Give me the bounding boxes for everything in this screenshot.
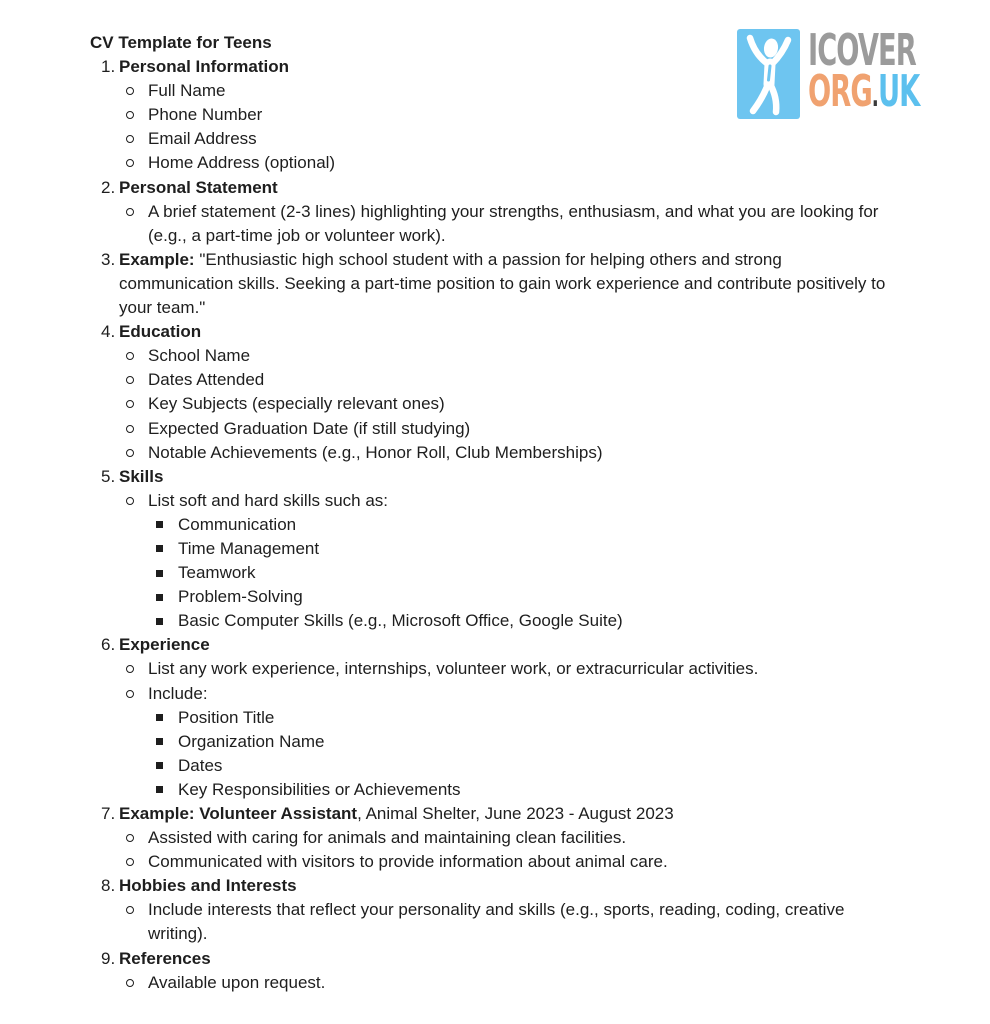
list-item-numbered xyxy=(90,874,890,898)
item-text: Key Responsibilities or Achievements xyxy=(178,779,461,799)
item-text: Problem-Solving xyxy=(178,587,303,607)
item-text: Example: Volunteer Assistant, Animal Shelter, June 2023 - August 2023 xyxy=(119,804,674,823)
square-bullet-icon xyxy=(156,778,178,802)
list-item-bullet xyxy=(90,368,890,392)
list-item-numbered xyxy=(90,320,890,344)
circle-bullet-icon xyxy=(126,368,148,392)
item-text: Full Name xyxy=(148,81,226,101)
person-celebrating-icon xyxy=(737,29,800,119)
item-number: 1. xyxy=(101,57,116,77)
item-number: 4. xyxy=(101,322,116,342)
list-item-subbullet xyxy=(90,778,890,802)
logo-text-icover: ICOVER xyxy=(808,25,916,76)
list-item-numbered xyxy=(90,802,890,826)
item-text: A brief statement (2-3 lines) highlighting your strengths, enthusiasm, and what you are looking for (e.g., a part-time job or volunteer work). xyxy=(148,201,879,245)
circle-bullet-icon xyxy=(126,441,148,465)
cv-template-list xyxy=(90,55,890,995)
square-bullet-icon xyxy=(156,730,178,754)
list-item-bullet xyxy=(90,850,890,874)
item-number: 2. xyxy=(101,177,116,197)
item-number: 3. xyxy=(101,249,116,269)
square-bullet-icon xyxy=(156,513,178,537)
list-item-subbullet xyxy=(90,537,890,561)
item-text: Include interests that reflect your personality and skills (e.g., sports, reading, coding, creative writing). xyxy=(148,900,845,944)
item-number: 8. xyxy=(101,876,116,896)
circle-bullet-icon xyxy=(126,79,148,103)
list-item-numbered xyxy=(90,947,890,971)
page-title: CV Template for Teens xyxy=(90,33,272,52)
circle-bullet-icon xyxy=(126,657,148,681)
list-item-subbullet xyxy=(90,585,890,609)
item-text: List soft and hard skills such as: xyxy=(148,490,389,510)
item-text: Key Subjects (especially relevant ones) xyxy=(148,394,445,414)
item-number: 6. xyxy=(101,635,116,655)
list-item-subbullet xyxy=(90,730,890,754)
item-text: School Name xyxy=(148,346,251,366)
list-item-subbullet xyxy=(90,754,890,778)
circle-bullet-icon xyxy=(126,417,148,441)
circle-bullet-icon xyxy=(126,151,148,175)
item-text: Teamwork xyxy=(178,563,256,583)
square-bullet-icon xyxy=(156,609,178,633)
circle-bullet-icon xyxy=(126,682,148,706)
list-item-bullet xyxy=(90,826,890,850)
item-text: Organization Name xyxy=(178,731,325,751)
circle-bullet-icon xyxy=(126,392,148,416)
item-text: Assisted with caring for animals and maintaining clean facilities. xyxy=(148,828,627,848)
list-item-bullet xyxy=(90,127,890,151)
list-item-bullet xyxy=(90,971,890,995)
list-item-subbullet xyxy=(90,513,890,537)
item-text: Home Address (optional) xyxy=(148,153,336,173)
list-item-numbered xyxy=(90,633,890,657)
list-item-bullet xyxy=(90,489,890,513)
item-text: Personal Information xyxy=(119,57,290,77)
item-text: Time Management xyxy=(178,538,320,558)
logo-wordmark xyxy=(808,25,988,119)
item-text: Basic Computer Skills (e.g., Microsoft Office, Google Suite) xyxy=(178,611,623,631)
list-item-bullet xyxy=(90,682,890,706)
circle-bullet-icon xyxy=(126,826,148,850)
square-bullet-icon xyxy=(156,585,178,609)
circle-bullet-icon xyxy=(126,850,148,874)
icover-logo xyxy=(737,25,988,119)
logo-text-org: ORG xyxy=(808,66,872,117)
item-text: Expected Graduation Date (if still studying) xyxy=(148,418,471,438)
list-item-subbullet xyxy=(90,609,890,633)
square-bullet-icon xyxy=(156,706,178,730)
item-text: List any work experience, internships, volunteer work, or extracurricular activities. xyxy=(148,659,759,679)
item-text: Communicated with visitors to provide information about animal care. xyxy=(148,852,668,872)
logo-text-dot: . xyxy=(871,79,878,114)
list-item-bullet xyxy=(90,657,890,681)
item-text: Email Address xyxy=(148,129,257,149)
list-item-numbered xyxy=(90,248,890,320)
item-number: 7. xyxy=(101,804,116,823)
list-item-numbered xyxy=(90,176,890,200)
circle-bullet-icon xyxy=(126,127,148,151)
item-text: Education xyxy=(119,322,202,342)
item-text: Include: xyxy=(148,683,208,703)
list-item-bullet xyxy=(90,392,890,416)
item-text: Dates xyxy=(178,755,223,775)
list-item-bullet xyxy=(90,898,890,946)
square-bullet-icon xyxy=(156,754,178,778)
item-text: Available upon request. xyxy=(148,972,326,992)
square-bullet-icon xyxy=(156,537,178,561)
square-bullet-icon xyxy=(156,561,178,585)
list-item-subbullet xyxy=(90,561,890,585)
list-item-numbered xyxy=(90,465,890,489)
item-text: Notable Achievements (e.g., Honor Roll, Club Memberships) xyxy=(148,442,603,462)
item-text: Skills xyxy=(119,466,164,486)
item-text: References xyxy=(119,948,211,968)
item-text: Position Title xyxy=(178,707,275,727)
list-item-subbullet xyxy=(90,706,890,730)
item-text: Personal Statement xyxy=(119,177,278,197)
item-text: Experience xyxy=(119,635,210,655)
circle-bullet-icon xyxy=(126,344,148,368)
item-text: Phone Number xyxy=(148,105,263,125)
list-item-bullet xyxy=(90,441,890,465)
circle-bullet-icon xyxy=(126,898,148,946)
item-text: Example: "Enthusiastic high school student with a passion for helping others and strong communication skills. Seeking a part-time position to gain work experience and contribute positively to your team." xyxy=(119,249,886,318)
item-text: Dates Attended xyxy=(148,370,265,390)
item-number: 9. xyxy=(101,948,116,968)
list-item-bullet xyxy=(90,151,890,175)
circle-bullet-icon xyxy=(126,489,148,513)
item-number: 5. xyxy=(101,466,116,486)
circle-bullet-icon xyxy=(126,971,148,995)
logo-text-orguk xyxy=(808,66,920,117)
item-text: Communication xyxy=(178,514,297,534)
list-item-bullet xyxy=(90,344,890,368)
circle-bullet-icon xyxy=(126,103,148,127)
circle-bullet-icon xyxy=(126,200,148,248)
list-item-bullet xyxy=(90,417,890,441)
logo-text-uk: UK xyxy=(877,66,920,117)
item-text: Hobbies and Interests xyxy=(119,876,297,896)
list-item-bullet xyxy=(90,200,890,248)
